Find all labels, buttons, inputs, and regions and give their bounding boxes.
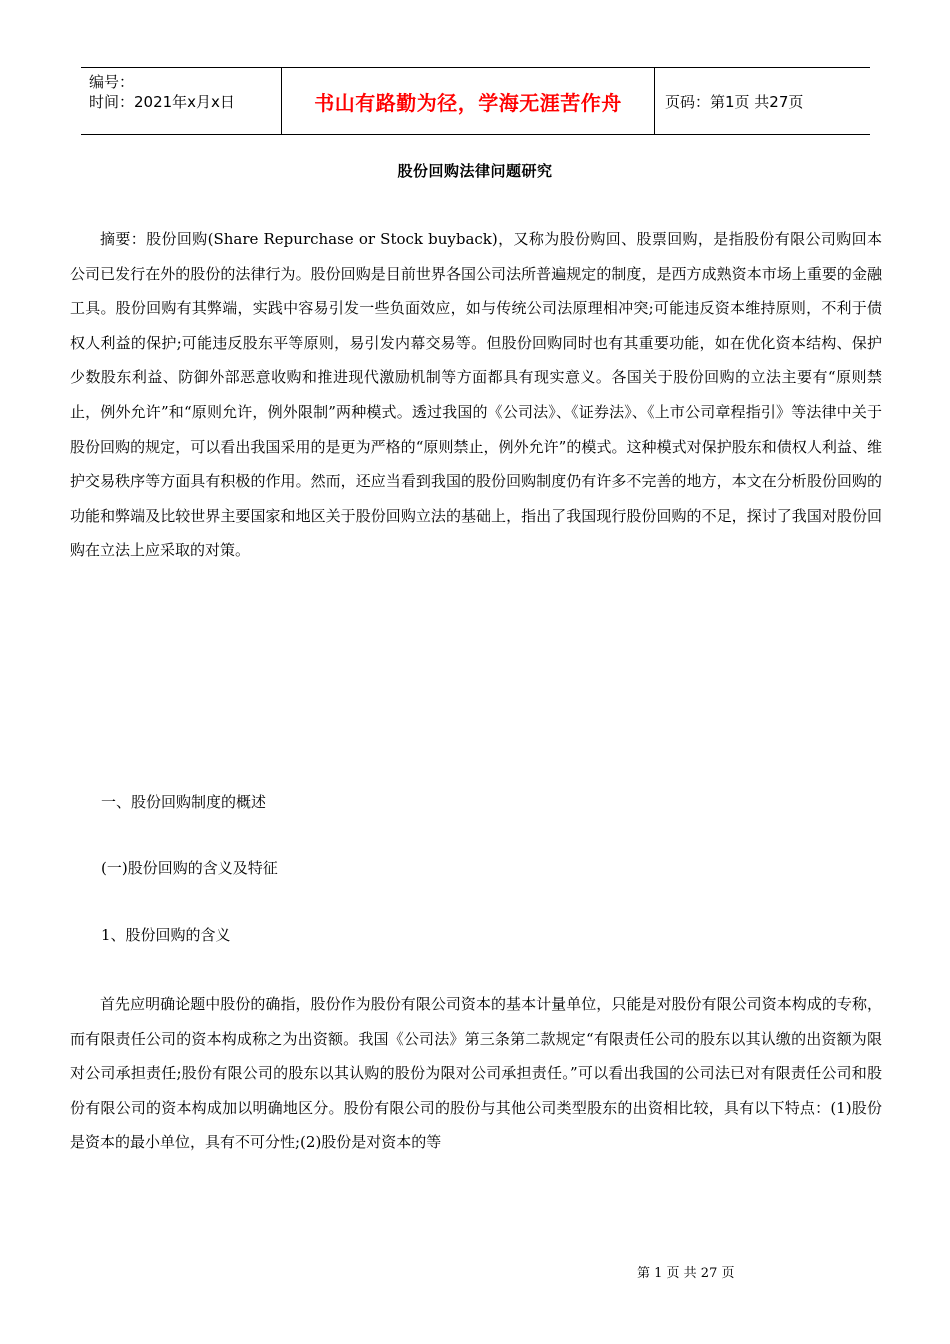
time-label: 时间：2021年x月x日 [89,93,235,111]
number-label: 编号： [89,73,135,91]
item-heading: 1、股份回购的含义 [101,926,231,944]
page-footer: 第 1 页 共 27 页 [637,1266,735,1281]
page-number-cell [655,68,870,134]
header-table [81,67,870,135]
body-paragraph: 首先应明确论题中股份的确指，股份作为股份有限公司资本的基本计量单位，只能是对股份有限公司资本构成的专称，而有限责任公司的资本构成称之为出资额。我国《公司法》第三条第二款规定“有限责任公司的股东以其认缴的出资额为限对公司承担责任;股份有限公司的股东以其认购的股份为限对公司承担责任。”可以看出我国的公司法已对有限责任公司和股份有限公司的资本构成加以明确地区分。股份有限公司的股份与其他公司类型股东的出资相比较，具有以下特点：(1)股份是资本的最小单位，具有不可分性;(2)股份是对资本的等 [70,995,882,1152]
subsection-heading: (一)股份回购的含义及特征 [101,859,278,877]
section-heading: 一、股份回购制度的概述 [101,793,267,811]
abstract-paragraph: 摘要：股份回购(Share Repurchase or Stock buyback)，又称为股份购回、股票回购，是指股份有限公司购回本公司已发行在外的股份的法律行为。股份回购是目前世界各国公司法所普遍规定的制度，是西方成熟资本市场上重要的金融工具。股份回购有其弊端，实践中容易引发一些负面效应，如与传统公司法原理相冲突;可能违反资本维持原则，不利于债权人利益的保护;可能违反股东平等原则，易引发内幕交易等。但股份回购同时也有其重要功能，如在优化资本结构、保护少数股东利益、防御外部恶意收购和推进现代激励机制等方面都具有现实意义。各国关于股份回购的立法主要有“原则禁止，例外允许”和“原则允许，例外限制”两种模式。透过我国的《公司法》、《证券法》、《上市公司章程指引》等法律中关于股份回购的规定，可以看出我国采用的是更为严格的“原则禁止，例外允许”的模式。这种模式对保护股东和债权人利益、维护交易秩序等方面具有积极的作用。然而，还应当看到我国的股份回购制度仍有许多不完善的地方，本文在分析股份回购的功能和弊端及比较世界主要国家和地区关于股份回购立法的基础上，指出了我国现行股份回购的不足，探讨了我国对股份回购在立法上应采取的对策。 [70,230,882,560]
page-number-label: 页码：第1页 共27页 [665,92,804,111]
motto-cell [282,68,655,134]
header-info-cell [81,68,282,134]
document-title: 股份回购法律问题研究 [397,162,553,180]
motto-text: 书山有路勤为径，学海无涯苦作舟 [314,90,622,115]
